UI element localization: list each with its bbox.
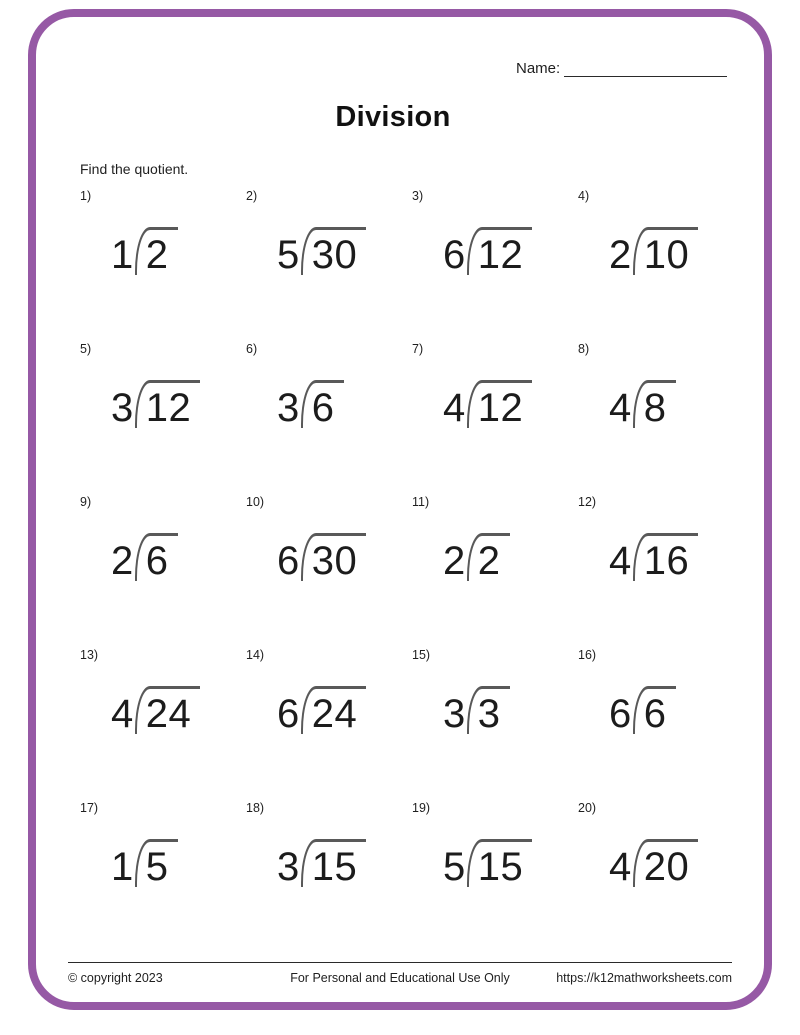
division-bracket-dividend: 24 — [301, 686, 367, 734]
division-bracket-dividend: 12 — [135, 380, 201, 428]
division-bracket-dividend: 5 — [135, 839, 178, 887]
problem-number: 9) — [80, 495, 92, 509]
divisor-value: 4 — [111, 692, 134, 736]
divisor-value: 6 — [277, 539, 300, 583]
long-division-expression — [111, 380, 200, 428]
problem-number: 5) — [80, 342, 92, 356]
division-bracket-dividend: 12 — [467, 380, 533, 428]
problem-number: 10) — [246, 495, 265, 509]
problem-cell — [246, 801, 412, 954]
division-bracket-dividend: 16 — [633, 533, 699, 581]
long-division-expression — [609, 686, 676, 734]
problem-number: 16) — [578, 648, 597, 662]
divisor-value: 1 — [111, 845, 134, 889]
divisor-value: 4 — [609, 845, 632, 889]
division-bracket-dividend: 6 — [301, 380, 344, 428]
problem-number: 6) — [246, 342, 258, 356]
problem-cell — [246, 189, 412, 342]
problems-grid — [80, 189, 744, 954]
division-bracket-dividend: 24 — [135, 686, 201, 734]
problem-number: 20) — [578, 801, 597, 815]
problem-cell — [246, 342, 412, 495]
problem-cell — [412, 189, 578, 342]
long-division-expression — [111, 533, 178, 581]
problem-number: 14) — [246, 648, 265, 662]
problem-cell — [578, 495, 744, 648]
problem-cell — [80, 189, 246, 342]
problem-cell — [80, 342, 246, 495]
problem-cell — [246, 495, 412, 648]
division-bracket-dividend: 2 — [135, 227, 178, 275]
usage-text: For Personal and Educational Use Only — [290, 971, 510, 985]
division-bracket-dividend: 30 — [301, 227, 367, 275]
long-division-expression — [111, 686, 200, 734]
long-division-expression — [609, 380, 676, 428]
divisor-value: 3 — [443, 692, 466, 736]
problem-number: 18) — [246, 801, 265, 815]
problem-number: 2) — [246, 189, 258, 203]
problem-number: 4) — [578, 189, 590, 203]
long-division-expression — [277, 380, 344, 428]
problem-number: 13) — [80, 648, 99, 662]
problem-cell — [578, 648, 744, 801]
long-division-expression — [443, 533, 510, 581]
division-bracket-dividend: 10 — [633, 227, 699, 275]
long-division-expression — [443, 380, 532, 428]
problem-number: 17) — [80, 801, 99, 815]
page-title: Division — [335, 101, 451, 133]
problem-cell — [578, 801, 744, 954]
long-division-expression — [609, 533, 698, 581]
divisor-value: 2 — [609, 233, 632, 277]
problem-cell — [412, 495, 578, 648]
long-division-expression — [277, 533, 366, 581]
long-division-expression — [443, 686, 510, 734]
long-division-expression — [277, 839, 366, 887]
long-division-expression — [277, 227, 366, 275]
problem-cell — [80, 648, 246, 801]
divisor-value: 1 — [111, 233, 134, 277]
problem-cell — [412, 801, 578, 954]
divisor-value: 6 — [609, 692, 632, 736]
problem-number: 1) — [80, 189, 92, 203]
divisor-value: 6 — [277, 692, 300, 736]
divisor-value: 4 — [609, 539, 632, 583]
divisor-value: 4 — [609, 386, 632, 430]
division-bracket-dividend: 3 — [467, 686, 510, 734]
divisor-value: 3 — [277, 386, 300, 430]
problem-cell — [578, 342, 744, 495]
problem-number: 12) — [578, 495, 597, 509]
problem-cell — [578, 189, 744, 342]
division-bracket-dividend: 2 — [467, 533, 510, 581]
instruction-text: Find the quotient. — [80, 161, 189, 177]
name-blank-line — [564, 60, 727, 77]
website-url[interactable]: https://k12mathworksheets.com — [556, 971, 732, 985]
divisor-value: 3 — [111, 386, 134, 430]
problem-cell — [246, 648, 412, 801]
name-label: Name: — [516, 60, 561, 77]
divisor-value: 6 — [443, 233, 466, 277]
problem-number: 19) — [412, 801, 431, 815]
division-bracket-dividend: 30 — [301, 533, 367, 581]
long-division-expression — [443, 227, 532, 275]
divisor-value: 4 — [443, 386, 466, 430]
division-bracket-dividend: 8 — [633, 380, 676, 428]
problem-number: 7) — [412, 342, 424, 356]
problem-cell — [80, 495, 246, 648]
division-bracket-dividend: 6 — [135, 533, 178, 581]
problem-cell — [80, 801, 246, 954]
long-division-expression — [277, 686, 366, 734]
problem-number: 11) — [412, 495, 430, 509]
division-bracket-dividend: 20 — [633, 839, 699, 887]
name-row — [516, 60, 727, 77]
long-division-expression — [111, 227, 178, 275]
division-bracket-dividend: 12 — [467, 227, 533, 275]
division-bracket-dividend: 15 — [301, 839, 367, 887]
long-division-expression — [443, 839, 532, 887]
problem-number: 8) — [578, 342, 590, 356]
problem-number: 15) — [412, 648, 431, 662]
divisor-value: 5 — [277, 233, 300, 277]
divisor-value: 2 — [443, 539, 466, 583]
divisor-value: 5 — [443, 845, 466, 889]
problem-cell — [412, 648, 578, 801]
long-division-expression — [609, 839, 698, 887]
copyright-text: © copyright 2023 — [68, 971, 163, 985]
footer — [68, 962, 732, 985]
long-division-expression — [609, 227, 698, 275]
divisor-value: 2 — [111, 539, 134, 583]
divisor-value: 3 — [277, 845, 300, 889]
division-bracket-dividend: 15 — [467, 839, 533, 887]
division-bracket-dividend: 6 — [633, 686, 676, 734]
problem-cell — [412, 342, 578, 495]
problem-number: 3) — [412, 189, 424, 203]
long-division-expression — [111, 839, 178, 887]
